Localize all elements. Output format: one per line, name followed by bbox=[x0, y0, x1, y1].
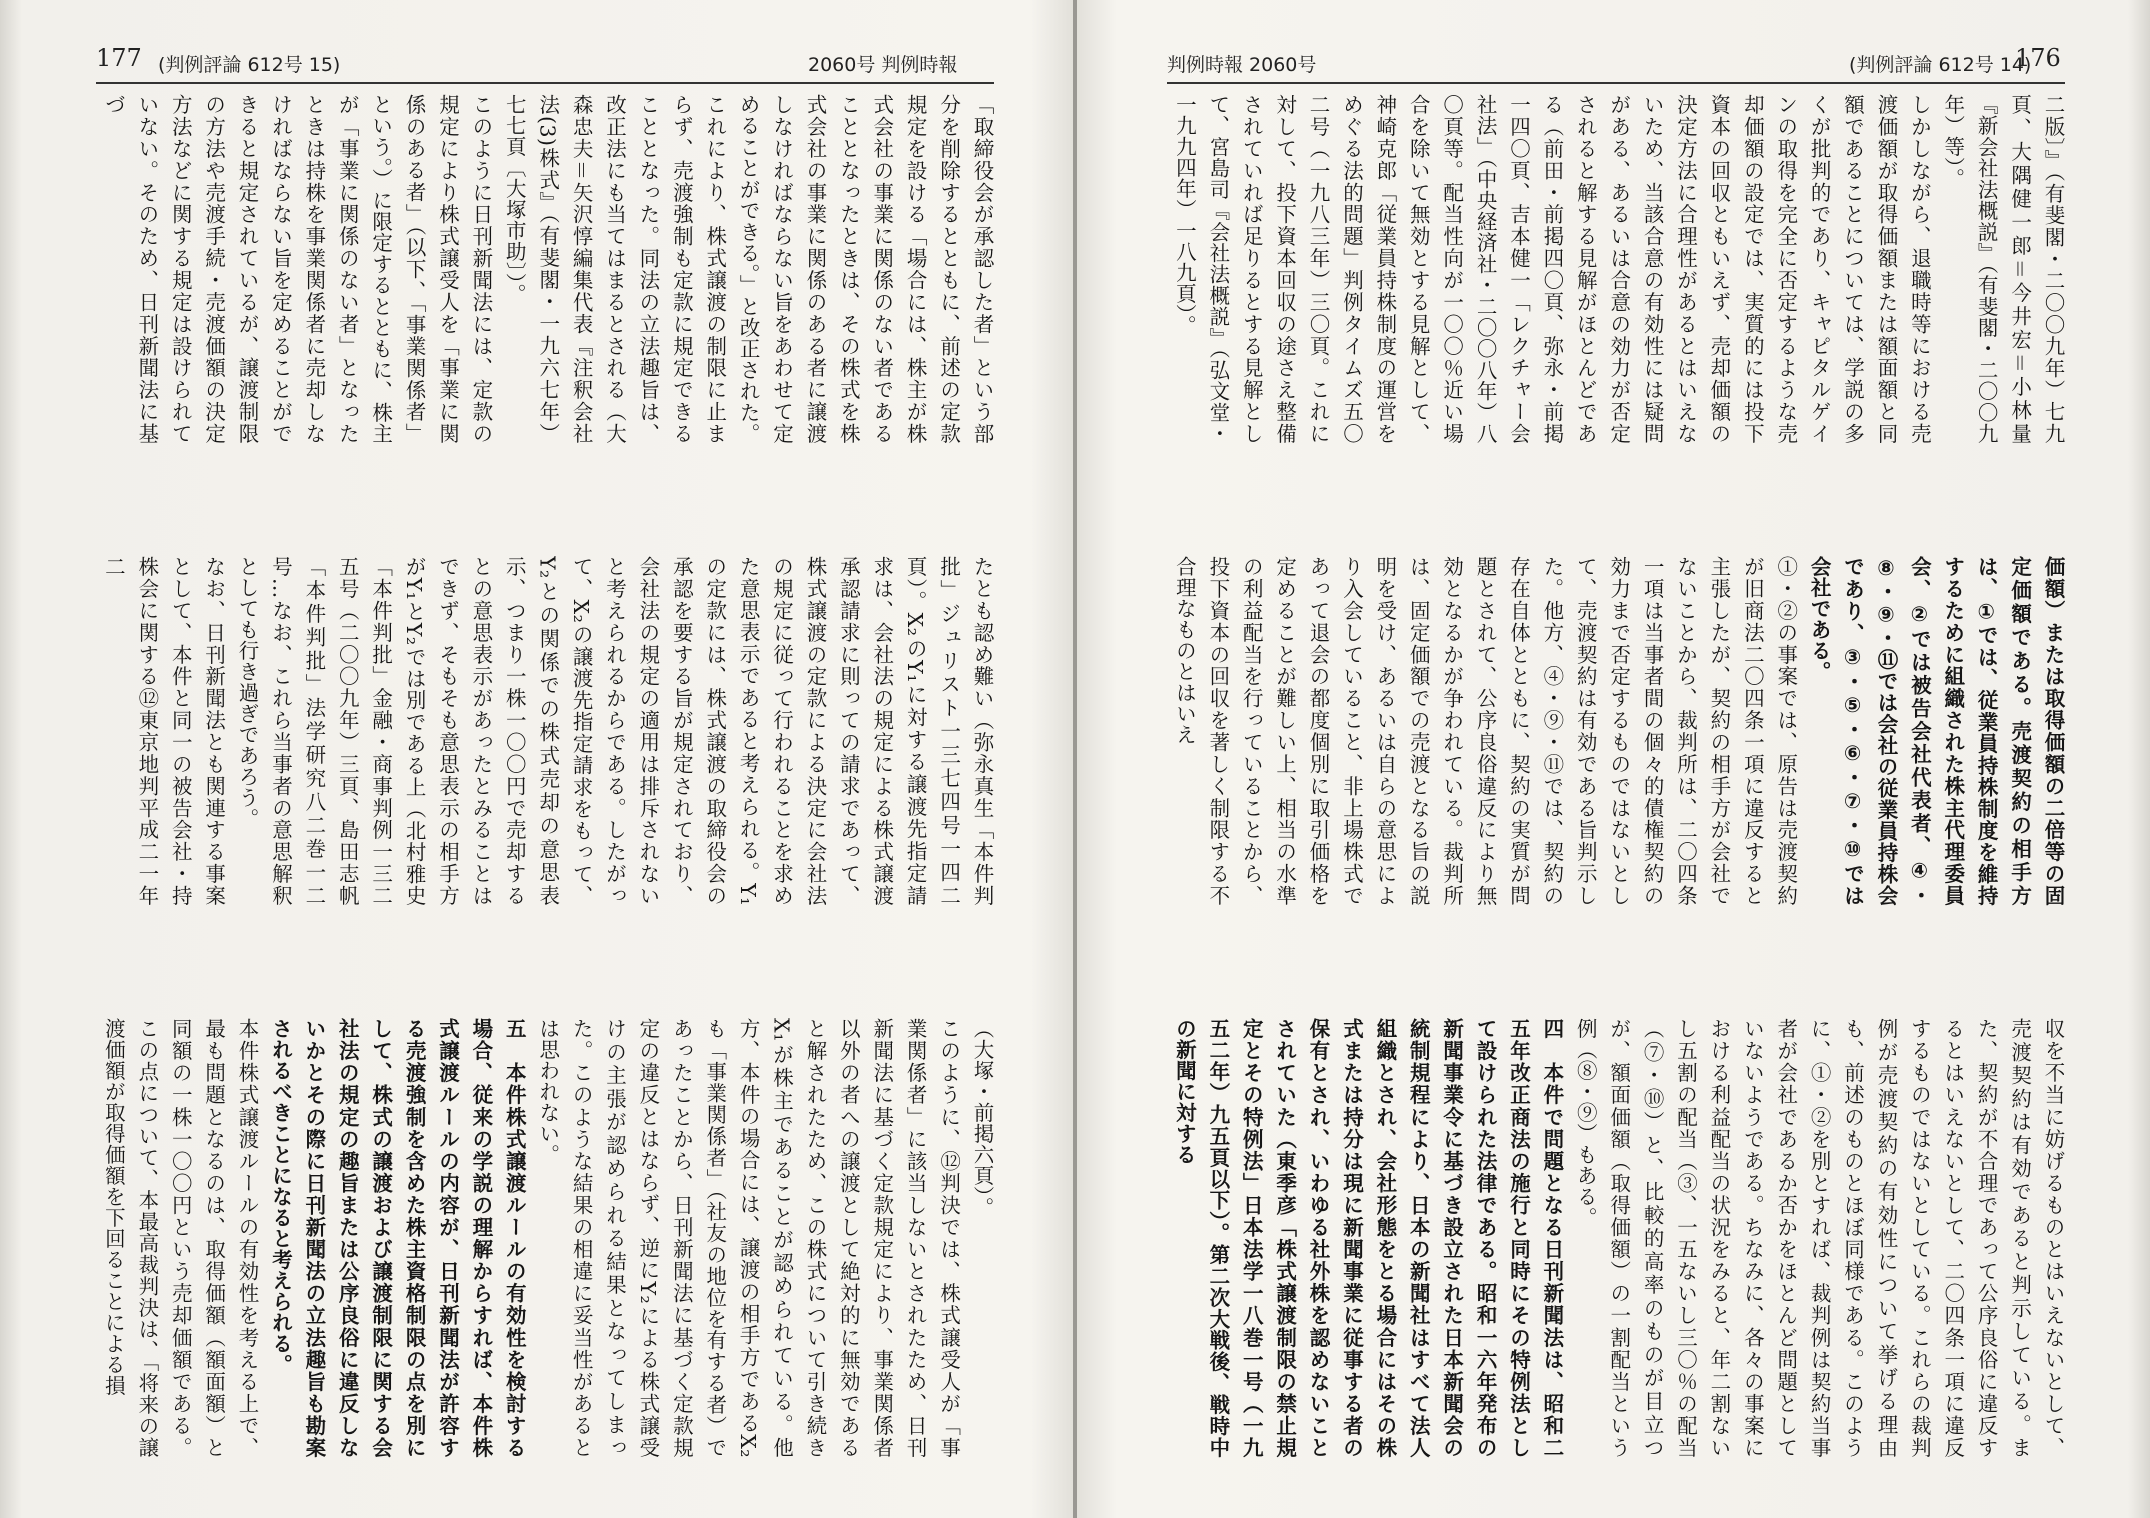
paragraph: このように、⑫判決では、株式譲受人が「事業関係者」に該当しないとされたため、日刊新聞法に基づく定款規定により、事業関係者以外の者への譲渡として絶対的に無効であると解されたため、この株式について引き続きX₁が株主であることが認められている。他方、本件の場合には、譲渡の相手方であるX₂も「事業関係者」（社友の地位を有する者）であったことから、日刊新聞法に基づく定款規定の違反とはならず、逆にY₂による株式譲受けの主張が認められる結果となってしまった。このような結果の相違に妥当性があるとは思われない。 bbox=[535, 1018, 961, 1458]
paragraph: 本件株式譲渡ルールの有効性を考える上で、最も問題となるのは、取得価額（額面額）と同額の一株一〇〇円という売却価額である。この点について、本最高裁判決は、「将来の譲渡価額が取得価額を下回ることによる損 bbox=[101, 1018, 260, 1458]
left-header-rule bbox=[96, 82, 994, 84]
left-band-3-text bbox=[96, 1018, 996, 1458]
section-heading-paragraph: 五 本件株式譲渡ルールの有効性を検討する場合、従来の学説の理解からすれば、本件株式譲渡ルールの内容が、日刊新聞法が許容する売渡強制を含めた株主資格制限の点を別にして、株式の譲渡および譲渡制限に関する会社法の規定の趣旨または公序良俗に違反しないかとその際に日刊新聞法の立法趣旨も勘案されるべきことになると考えられる。 bbox=[268, 1018, 527, 1458]
left-page bbox=[0, 0, 1073, 1518]
paragraph: 「取締役会が承認した者」という部分を削除するとともに、前述の定款規定を設ける「場合には、株主が株式会社の事業に関係のない者であることとなったときは、その株式を株式会社の事業に関係のある者に譲渡しなければならない旨をあわせて定めることができる。」と改正された。これにより、株式譲渡の制限に止まらず、売渡強制も定款に規定できることとなった。同法の立法趣旨は、改正法にも当てはまるとされる（大森忠夫＝矢沢惇編集代表『注釈会社法(3)株式』（有斐閣・一九六七年）七七頁〔大塚市助〕）。 bbox=[502, 94, 994, 444]
paragraph: 収を不当に妨げるものとはいえないとして、売渡契約は有効であると判示している。また、契約が不合理であって公序良俗に違反するとはいえないとして、二〇四条一項に違反するものではないとしている。これらの裁判例が売渡契約の有効性について挙げる理由も、前述のものとほぼ同様である。このように、①・②を別とすれば、裁判例は契約当事者が会社であるか否かをほとんど問題としていないようである。ちなみに、各々の事案における利益配当の状況をみると、年二割ないし五割の配当（③、一五ないし三〇％の配当（⑦・⑩）と、比較的高率のものが目立つが、額面価額（取得価額）の一割配当という例（⑧・⑨）もある。 bbox=[1573, 1018, 2065, 1458]
right-page-number: 176 bbox=[2015, 44, 2061, 72]
right-band-2-text bbox=[1167, 556, 2067, 906]
right-band-3 bbox=[1167, 1018, 2067, 1458]
left-band-1 bbox=[96, 94, 996, 444]
right-band-2 bbox=[1167, 556, 2067, 906]
right-band-1 bbox=[1167, 94, 2067, 444]
right-header-rule bbox=[1167, 82, 2065, 84]
section-heading-paragraph: 価額）または取得価額の二倍等の固定価額である。売渡契約の相手方は、①では、従業員持株制度を維持するために組織された株主代理委員会、②では被告会社代表者、④・⑧・⑨・⑪では会社の従業員持株会であり、③・⑤・⑥・⑦・⑩では会社である。 bbox=[1807, 556, 2065, 906]
paragraph: なお、日刊新聞法とも関連する事案として、本件と同一の被告会社・持株会に関する⑫東京地判平成二一年二 bbox=[101, 556, 226, 906]
left-page-header bbox=[96, 44, 996, 82]
left-band-2 bbox=[96, 556, 996, 906]
left-page-number: 177 bbox=[96, 44, 142, 72]
paragraph: このように日刊新聞法には、定款の規定により株式譲受人を「事業に関係のある者」（以下、「事業関係者」という。）に限定するとともに、株主が「事業に関係のない者」となったときは持株を事業関係者に売却しなければならない旨を定めることができると規定されているが、譲渡制限の方法や売渡手続・売渡価額の決定方法などに関する規定は設けられていない。そのため、日刊新聞法に基づ bbox=[101, 94, 493, 444]
right-page-header bbox=[1167, 44, 2067, 82]
right-band-3-text bbox=[1167, 1018, 2067, 1458]
right-page-series: (判例評論 612号 14) bbox=[1849, 54, 2032, 76]
paragraph: 二版〕』（有斐閣・二〇〇九年）七九頁、大隅健一郎＝今井宏＝小林量『新会社法概説』（有斐閣・二〇〇九年）等）。 bbox=[1940, 94, 2065, 444]
paragraph: ①・②の事案では、原告は売渡契約が旧商法二〇四条一項に違反すると主張したが、契約の相手方が会社でないことから、裁判所は、二〇四条一項は当事者間の個々的債権契約の効力まで否定するものではないとして、売渡契約は有効である旨判示した。他方、④・⑨・⑪では、契約の存在自体とともに、契約の実質が問題とされて、公序良俗違反により無効となるかが争われている。裁判所は、固定価額での売渡となる旨の説明を受け、あるいは自らの意思により入会していること、非上場株式であって退会の都度個別に取引価格を定めることが難しい上、相当の水準の利益配当を行っていることから、投下資本の回収を著しく制限する不合理なものとはいえ bbox=[1172, 556, 1798, 906]
left-band-3 bbox=[96, 1018, 996, 1458]
paragraph: たとも認め難い（弥永真生「本件判批」ジュリスト一三七四号一四二頁）。X₂のY₁に対する譲渡先指定請求は、会社法の規定による株式譲渡承認請求に則っての請求であって、株式譲渡の定款による決定に会社法の規定に従って行われることを求めた意思表示であると考えられる。Y₁の定款には、株式譲渡の取締役会の承認を要する旨が規定されており、会社法の規定の適用は排斥されないと考えられるからである。したがって、X₂の譲渡先指定請求をもって、Y₂との関係での株式売却の意思表示、つまり一株一〇〇円で売却するとの意思表示があったとみることはできず、そもそも意思表示の相手方がY₁とY₂では別である上（北村雅史「本件判批」金融・商事判例一三二五号（二〇〇九年）三頁、島田志帆「本件判批」法学研究八二巻一二号…なお、これら当事者の意思解釈としても行き過ぎであろう。 bbox=[235, 556, 994, 906]
right-page bbox=[1077, 0, 2150, 1518]
left-band-1-text bbox=[96, 94, 996, 444]
paragraph: （大塚・前掲六頁）。 bbox=[969, 1018, 994, 1218]
left-page-issue: 2060号 判例時報 bbox=[808, 54, 958, 76]
right-band-1-text bbox=[1167, 94, 2067, 444]
left-page-series: (判例評論 612号 15) bbox=[158, 54, 341, 76]
section-heading-paragraph: 四 本件で問題となる日刊新聞法は、昭和二五年改正商法の施行と同時にその特例法として設けられた法律である。昭和一六年発布の新聞事業令に基づき設立された日本新聞会の統制規程により、日本の新聞社はすべて法人組織とされ、会社形態をとる場合にはその株式または持分は現に新聞事業に従事する者の保有とされ、いわゆる社外株を認めないことされていた（東季彦「株式譲渡制限の禁止規定とその特例法」日本法学一八巻一号（一九五二年）九五頁以下）。第二次大戦後、戦時中の新聞に対する bbox=[1172, 1018, 1564, 1458]
right-page-series-title: 判例時報 2060号 bbox=[1167, 54, 1317, 76]
paragraph: しかしながら、退職時等における売渡価額が取得価額または額面額と同額であることについては、学説の多くが批判的であり、キャピタルゲインの取得を完全に否定するような売却価額の設定では、実質的には投下資本の回収ともいえず、売却価額の決定方法に合理性があるとはいえないため、当該合意の有効性には疑問がある、あるいは合意の効力が否定されると解する見解がほとんどである（前田・前掲四〇頁、弥永・前掲一四〇頁、吉本健一「レクチャー会社法」（中央経済社・二〇〇八年）八〇頁等。配当性向が一〇〇％近い場合を除いて無効とする見解として、神崎克郎「従業員持株制度の運営をめぐる法的問題」判例タイムズ五〇二号（一九八三年）三〇頁。これに対して、投下資本回収の途さえ整備されていれば足りるとする見解として、宮島司『会社法概説』（弘文堂・一九九四年）一八九頁）。 bbox=[1172, 94, 1932, 444]
left-band-2-text bbox=[96, 556, 996, 906]
